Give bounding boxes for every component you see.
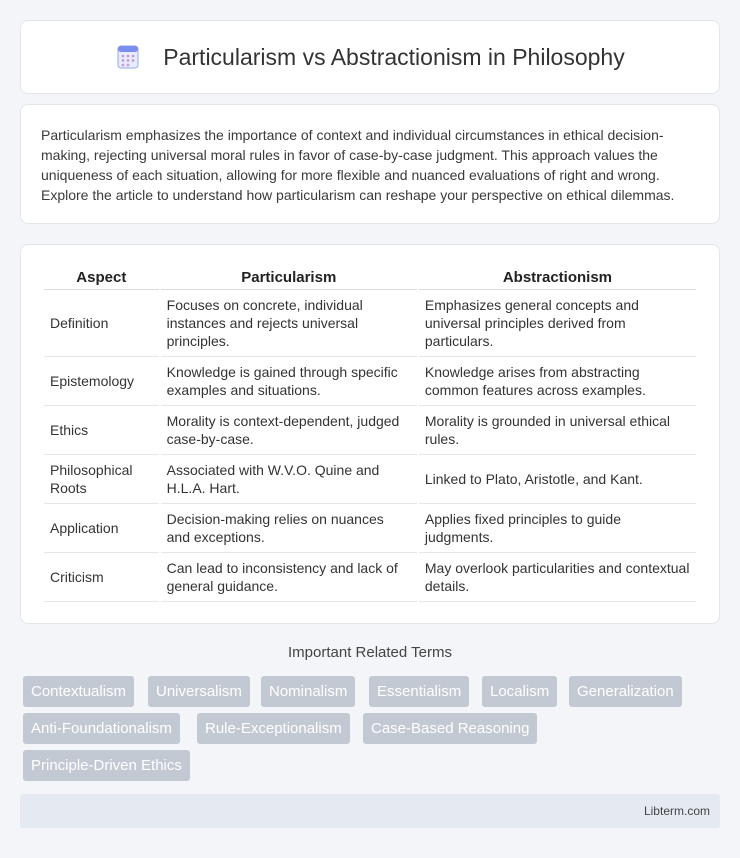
- particularism-cell: Knowledge is gained through specific examples and situations.: [161, 357, 417, 406]
- table-header-row: [44, 265, 696, 290]
- particularism-cell: Decision-making relies on nuances and exceptions.: [161, 504, 417, 553]
- comparison-table: [42, 265, 698, 602]
- intro-card: [20, 104, 720, 224]
- document-icon: [115, 44, 141, 70]
- title-card: [20, 20, 720, 94]
- aspect-cell: Criticism: [44, 553, 159, 602]
- tag-principle-driven-ethics[interactable]: Principle-Driven Ethics: [23, 750, 190, 781]
- aspect-cell: Definition: [44, 290, 159, 357]
- particularism-cell: Associated with W.V.O. Quine and H.L.A. Hart.: [161, 455, 417, 504]
- aspect-cell: Epistemology: [44, 357, 159, 406]
- intro-text: Particularism emphasizes the importance of context and individual circumstances in ethical decision-making, rejecting universal moral rules in favor of case-by-case judgment. This approach values the uniqueness of each situation, allowing for more flexible and nuanced evaluations of right and wrong. Explore the article to understand how particularism can reshape your perspective on ethical dilemmas.: [41, 127, 675, 203]
- tag-case-based-reasoning[interactable]: Case-Based Reasoning: [363, 713, 537, 744]
- tag-generalization[interactable]: Generalization: [569, 676, 682, 707]
- header-aspect: Aspect: [44, 265, 159, 290]
- header-abstractionism: Abstractionism: [419, 265, 696, 290]
- table-row: [44, 553, 696, 602]
- related-terms-title: Important Related Terms: [288, 644, 452, 661]
- table-row: [44, 406, 696, 455]
- abstractionism-cell: Applies fixed principles to guide judgments.: [419, 504, 696, 553]
- tag-universalism[interactable]: Universalism: [148, 676, 250, 707]
- aspect-cell: Philosophical Roots: [44, 455, 159, 504]
- particularism-cell: Can lead to inconsistency and lack of general guidance.: [161, 553, 417, 602]
- abstractionism-cell: Linked to Plato, Aristotle, and Kant.: [419, 455, 696, 504]
- particularism-cell: Focuses on concrete, individual instances and rejects universal principles.: [161, 290, 417, 357]
- tag-rule-exceptionalism[interactable]: Rule-Exceptionalism: [197, 713, 350, 744]
- table-row: [44, 357, 696, 406]
- abstractionism-cell: Emphasizes general concepts and universal principles derived from particulars.: [419, 290, 696, 357]
- table-row: [44, 290, 696, 357]
- footer-brand[interactable]: Libterm.com: [643, 804, 710, 818]
- table-row: [44, 455, 696, 504]
- tag-nominalism[interactable]: Nominalism: [261, 676, 355, 707]
- aspect-cell: Application: [44, 504, 159, 553]
- tag-localism[interactable]: Localism: [482, 676, 557, 707]
- particularism-cell: Morality is context-dependent, judged case-by-case.: [161, 406, 417, 455]
- aspect-cell: Ethics: [44, 406, 159, 455]
- abstractionism-cell: May overlook particularities and contextual details.: [419, 553, 696, 602]
- tag-essentialism[interactable]: Essentialism: [369, 676, 469, 707]
- abstractionism-cell: Knowledge arises from abstracting common features across examples.: [419, 357, 696, 406]
- abstractionism-cell: Morality is grounded in universal ethical rules.: [419, 406, 696, 455]
- page-title: Particularism vs Abstractionism in Philosophy: [163, 43, 625, 70]
- footer-bar: [20, 794, 720, 828]
- tag-contextualism[interactable]: Contextualism: [23, 676, 134, 707]
- comparison-card: [20, 244, 720, 624]
- header-particularism: Particularism: [161, 265, 417, 290]
- tag-anti-foundationalism[interactable]: Anti-Foundationalism: [23, 713, 180, 744]
- table-row: [44, 504, 696, 553]
